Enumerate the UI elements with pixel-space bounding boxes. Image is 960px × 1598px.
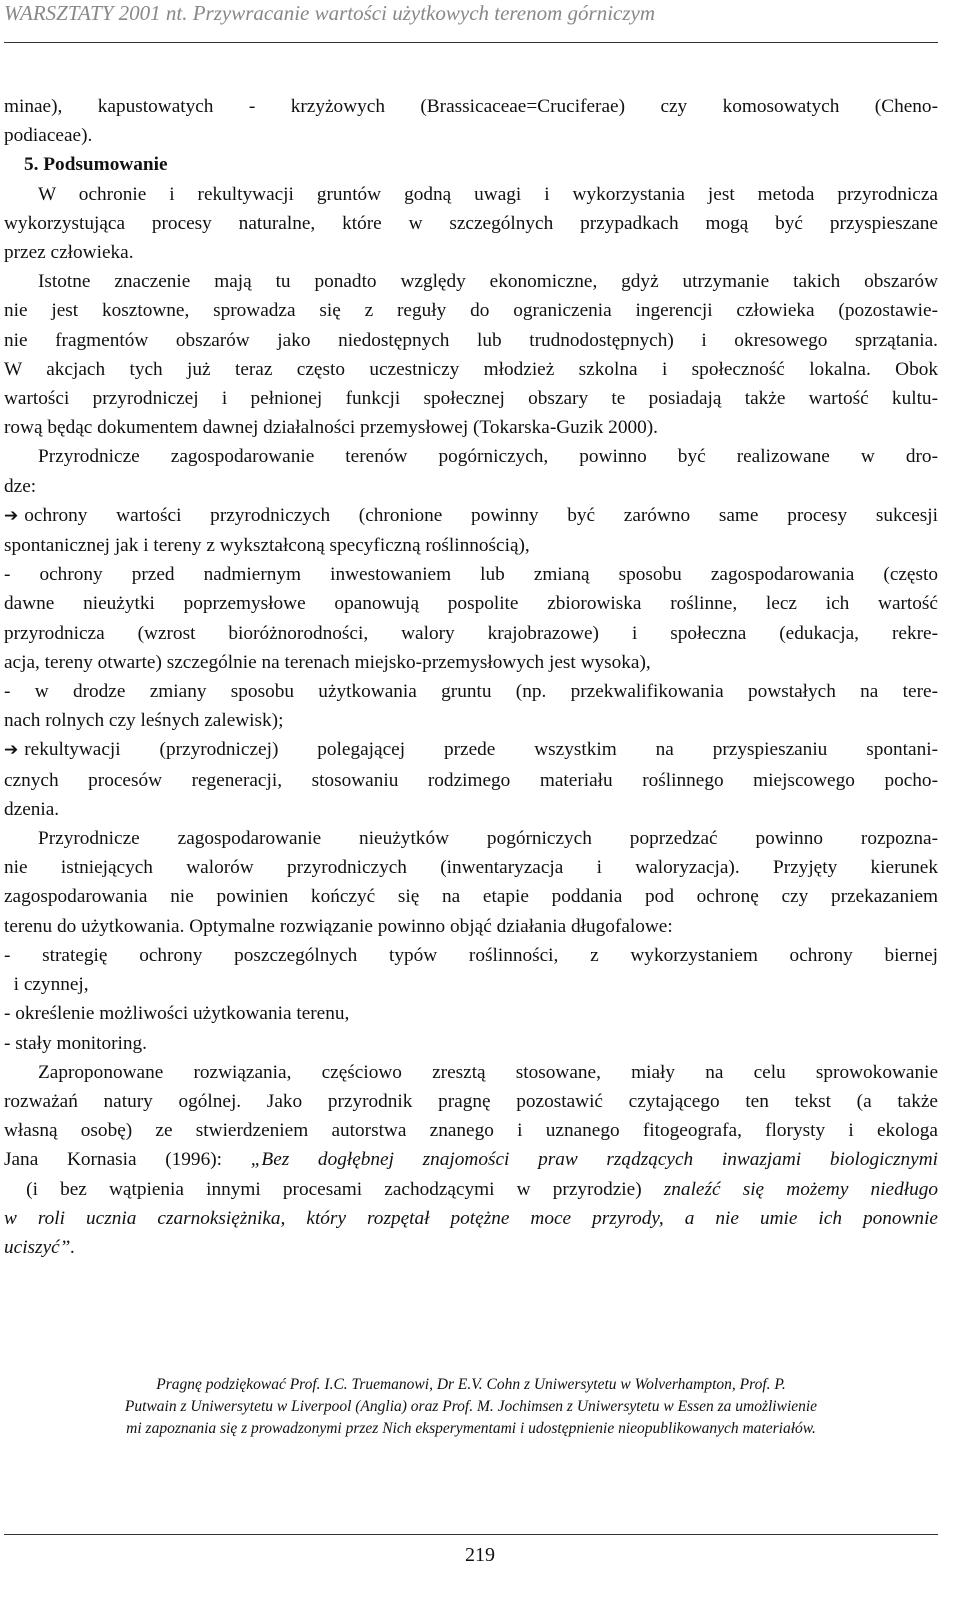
ack-line: Putwain z Uniwersytetu w Liverpool (Anglia) oraz Prof. M. Jochimsen z Uniwersytetu w Essen za umożliwienie <box>124 1398 818 1415</box>
text-line: dawne nieużytki poprzemysłowe opanowują pospolite zbiorowiska roślinne, lecz ich wartość <box>4 593 938 615</box>
text-line: własną osobę) ze stwierdzeniem autorstwa znanego i uznanego fitogeografa, florysty i ekologa <box>4 1120 938 1142</box>
paragraph-1 <box>4 180 938 268</box>
bullet-text: rekultywacji (przyrodniczej) polegającej przede wszystkim na przyspieszaniu spontani- <box>24 739 938 761</box>
ack-line: mi zapoznania się z prowadzonymi przez Nich eksperymentami i udostępnienie nieopublikowanych materiałów. <box>126 1420 816 1437</box>
text-line: Istotne znaczenie mają tu ponadto względy ekonomiczne, gdyż utrzymanie takich obszarów <box>38 271 938 293</box>
text-line: - strategię ochrony poszczególnych typów roślinności, z wykorzystaniem ochrony biernej <box>4 944 938 966</box>
quote-text: „Bez dogłębnej znajomości praw rządzących inwazjami biologicznymi <box>250 1149 938 1171</box>
footer-rule <box>4 1534 938 1535</box>
text-line: Zaproponowane rozwiązania, częściowo zresztą stosowane, miały na celu sprowokowanie <box>38 1061 938 1083</box>
text-line <box>4 1175 938 1204</box>
quote-text: w roli ucznia czarnoksiężnika, który rozpętał potężne moce przyrody, a nie umie ich ponownie <box>4 1207 938 1229</box>
text-line: terenu do użytkowania. Optymalne rozwiązanie powinno objąć działania długofalowe: <box>4 915 673 937</box>
plain-text: (i bez wątpienia innymi procesami zachodzącymi w przyrodzie) <box>4 1178 664 1200</box>
ack-line: Pragnę podziękować Prof. I.C. Truemanowi, Dr E.V. Cohn z Uniwersytetu w Wolverhampton, Prof. P. <box>156 1376 786 1393</box>
bullet-item-1 <box>4 501 938 560</box>
text-line: nie fragmentów obszarów jako niedostępnych lub trudnodostępnych) i okresowego sprzątania. <box>4 329 938 351</box>
text-line: cznych procesów regeneracji, stosowaniu rodzimego materiału roślinnego miejscowego pocho- <box>4 769 938 791</box>
bullet-text: ochrony wartości przyrodniczych (chronione powinny być zarówno same procesy sukcesji <box>24 504 938 526</box>
text-line <box>4 501 938 531</box>
text-line: - w drodze zmiany sposobu użytkowania gruntu (np. przekwalifikowania powstałych na tere- <box>4 681 938 703</box>
text-line: Przyrodnicze zagospodarowanie terenów pogórniczych, powinno być realizowane w dro- <box>38 446 938 468</box>
paragraph-3 <box>4 442 938 500</box>
page-number: 219 <box>465 1544 495 1566</box>
text-line: minae), kapustowatych - krzyżowych (Brassicaceae=Cruciferae) czy komosowatych (Cheno- <box>4 96 938 117</box>
text-line: nie istniejących walorów przyrodniczych (inwentaryzacja i waloryzacja). Przyjęty kierunek <box>4 857 938 879</box>
text-line: przyrodnicza (wzrost bioróżnorodności, walory krajobrazowe) i społeczna (edukacja, rekre- <box>4 622 938 644</box>
text-line: wartości przyrodniczej i pełnionej funkcji społecznej obszary te posiadają także wartość kultu- <box>4 388 938 410</box>
text-line <box>4 1233 938 1262</box>
arrow-right-icon: ➔ <box>4 740 19 761</box>
section-heading: 5. Podsumowanie <box>24 154 168 176</box>
dash-item-2 <box>4 677 938 735</box>
paragraph-4 <box>4 824 938 941</box>
acknowledgements <box>4 1374 938 1440</box>
text-line: - określenie możliwości użytkowania terenu, <box>4 1003 350 1025</box>
text-line: dze: <box>4 475 37 497</box>
text-line: nach rolnych czy leśnych zalewisk); <box>4 710 284 732</box>
citation-text: Jana Kornasia (1996): <box>4 1149 251 1171</box>
text-line: W ochronie i rekultywacji gruntów godną uwagi i wykorzystania jest metoda przyrodnicza <box>38 183 938 205</box>
text-line: spontanicznej jak i tereny z wykształconą specyficzną roślinnością), <box>4 535 530 557</box>
quote-text: uciszyć”. <box>4 1236 76 1258</box>
bullet-item-2 <box>4 735 938 824</box>
paragraph-2 <box>4 267 938 442</box>
paragraph-5 <box>4 1058 938 1262</box>
text-line: Przyrodnicze zagospodarowanie nieużytków pogórniczych poprzedzać powinno rozpozna- <box>38 828 938 850</box>
quote-text: znaleźć się możemy niedługo <box>663 1178 939 1200</box>
text-line: rozważań natury ogólnej. Jako przyrodnik pragnę pozostawić czytającego ten tekst (a także <box>4 1090 938 1112</box>
text-line <box>4 735 938 765</box>
text-line: wykorzystująca procesy naturalne, które w szczególnych przypadkach mogą być przyspieszane <box>4 212 938 234</box>
text-line: nie jest kosztowne, sprowadza się z reguły do ograniczenia ingerencji człowieka (pozostawie- <box>4 300 938 322</box>
text-line: i czynnej, <box>4 974 89 996</box>
text-line: - stały monitoring. <box>4 1032 147 1054</box>
text-line: zagospodarowania nie powinien kończyć się na etapie poddania pod ochronę czy przekazaniem <box>4 886 938 908</box>
text-line: dzenia. <box>4 798 60 820</box>
text-line: podiaceae). <box>4 125 93 147</box>
text-line <box>4 1204 938 1233</box>
text-line: acja, tereny otwarte) szczególnie na terenach miejsko-przemysłowych jest wysoka), <box>4 651 651 673</box>
text-line: przez człowieka. <box>4 242 134 264</box>
dash-item-1 <box>4 560 938 677</box>
text-line: - ochrony przed nadmiernym inwestowaniem lub zmianą sposobu zagospodarowania (często <box>4 564 938 586</box>
body-text <box>4 92 938 1262</box>
text-line: rową będąc dokumentem dawnej działalności przemysłowej (Tokarska-Guzik 2000). <box>4 417 658 439</box>
arrow-right-icon: ➔ <box>4 505 19 526</box>
strategy-list <box>4 941 938 1058</box>
running-header: WARSZTATY 2001 nt. Przywracanie wartości użytkowych terenom górniczym <box>4 1 656 25</box>
continuation-paragraph <box>4 92 938 150</box>
text-line: W akcjach tych już teraz często uczestniczy młodzież szkolna i społeczność lokalna. Obok <box>4 358 938 380</box>
text-line <box>4 1145 938 1174</box>
header-rule <box>4 42 938 43</box>
